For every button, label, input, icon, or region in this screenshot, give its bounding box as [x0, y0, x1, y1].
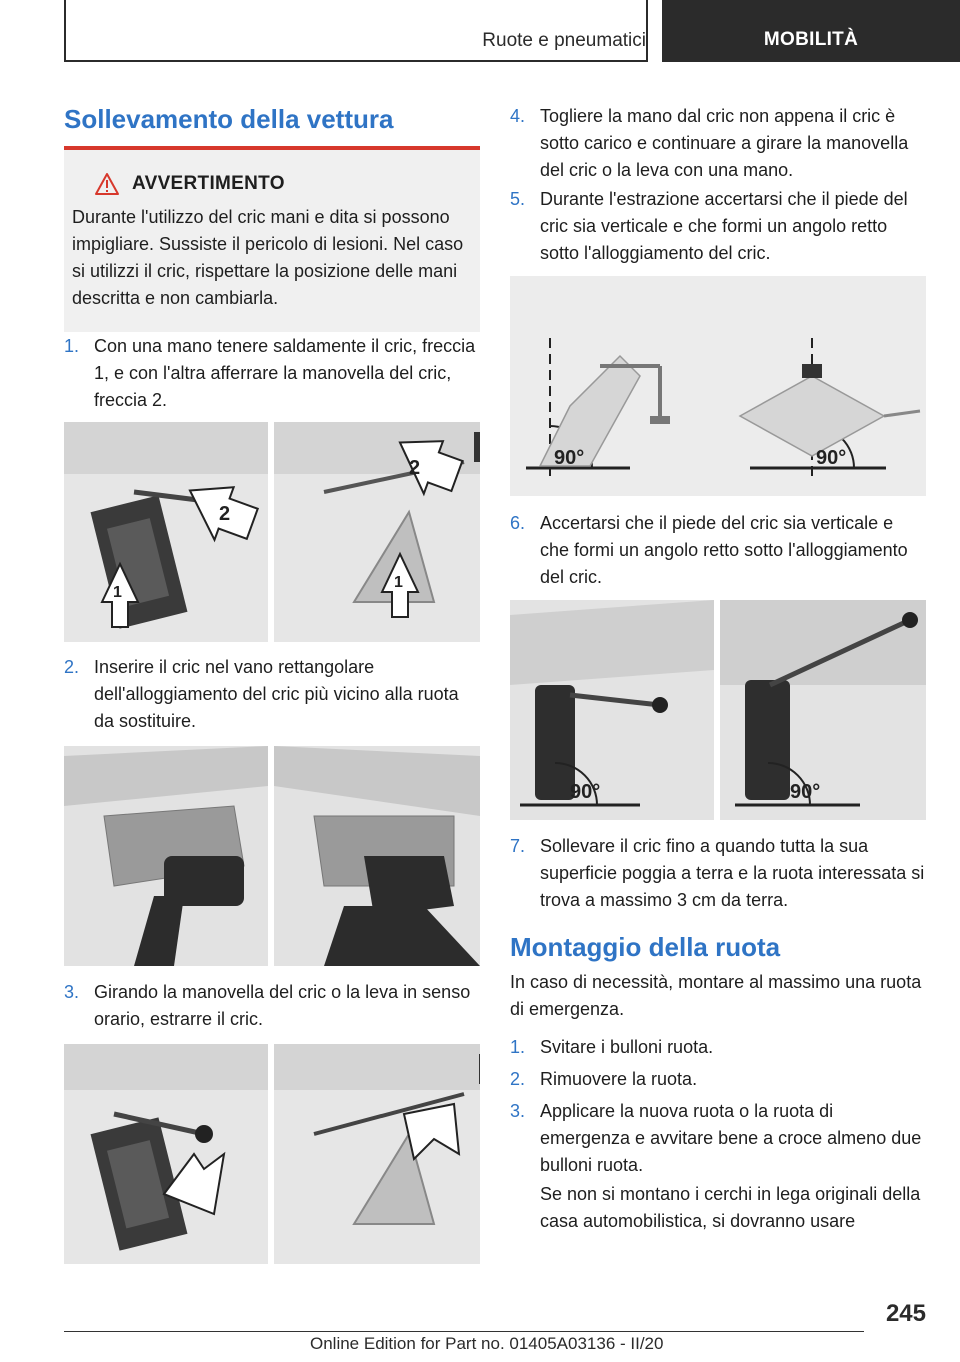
arrow-label: 2: [409, 457, 421, 479]
warning-title: AVVERTIMENTO: [132, 173, 285, 194]
section-title-mounting: Montaggio della ruota: [510, 932, 781, 962]
warning-box: [64, 146, 480, 332]
section-title-lifting: Sollevamento della vettura: [64, 104, 394, 134]
step-item: [510, 833, 926, 914]
jack-grip-illustration: [64, 422, 480, 642]
angle-label: 90°: [570, 781, 601, 803]
step-text: Sollevare il cric fino a quando tutta la sua superficie poggia a terra e la ruota interessata si trova a massimo 3 cm da terra.: [540, 836, 925, 910]
angle-label: 90°: [816, 447, 847, 469]
step-item: [510, 510, 926, 591]
step-item: [510, 186, 926, 267]
arrow-label: 1: [113, 584, 122, 601]
footer-rule: [64, 1331, 864, 1332]
figure-jack-crank: [64, 1044, 480, 1264]
step-text: Durante l'estrazione accertarsi che il piede del cric sia verticale e che formi un angolo retto sotto l'alloggiamento del cric.: [540, 189, 908, 263]
step-number: 1.: [510, 1037, 526, 1057]
step-note: [510, 1181, 926, 1235]
step-text: Togliere la mano dal cric non appena il cric è sotto carico e continuare a girare la manovella del cric o la leva con una mano.: [540, 106, 909, 180]
step-number: 5.: [510, 189, 526, 209]
warning-text: Durante l'utilizzo del cric mani e dita si possono impigliare. Sussiste il pericolo di lesioni. Nel caso si utilizzi il cric, rispettare la posizione delle mani descritta e non cambiarla.: [72, 207, 464, 308]
right-angle-photo: [510, 600, 926, 820]
figure-jack-mount: [64, 746, 480, 966]
step-number: 2.: [64, 657, 80, 677]
header-section-title: Ruote e pneumatici: [482, 30, 646, 51]
footer-edition-text: Online Edition for Part no. 01405A03136 - II/20: [310, 1334, 664, 1353]
header-chapter-tab: MOBILITÀ: [662, 0, 960, 62]
step-item: [510, 1066, 926, 1093]
right-angle-diagram: [510, 276, 926, 496]
figure-jack-grip: [64, 422, 480, 642]
step-number: 1.: [64, 336, 80, 356]
figure-jack-right-angle-photo: [510, 600, 926, 820]
step-number: 3.: [510, 1101, 526, 1121]
step-text: Applicare la nuova ruota o la ruota di emergenza e avvitare bene a croce almeno due bulloni ruota.: [540, 1101, 922, 1175]
step-text: Girando la manovella del cric o la leva in senso orario, estrarre il cric.: [94, 982, 471, 1029]
arrow-label: 2: [219, 503, 231, 525]
angle-label: 90°: [554, 447, 585, 469]
step-item: [510, 1034, 926, 1061]
figure-jack-right-angle-diagram: [510, 276, 926, 496]
jack-mount-illustration: [64, 746, 480, 966]
step-text: Accertarsi che il piede del cric sia verticale e che formi un angolo retto sotto l'alloggiamento del cric.: [540, 513, 908, 587]
step-item: [64, 979, 480, 1033]
section-intro: In caso di necessità, montare al massimo una ruota di emergenza.: [510, 972, 922, 1019]
step-item: [64, 654, 480, 735]
step-text: Con una mano tenere saldamente il cric, freccia 1, e con l'altra afferrare la manovella del cric, freccia 2.: [94, 336, 476, 410]
warning-header: [94, 172, 468, 196]
step-note-text: Se non si montano i cerchi in lega originali della casa automobilistica, si dovranno usare: [540, 1184, 921, 1231]
step-text: Rimuovere la ruota.: [540, 1069, 698, 1089]
step-item: [64, 333, 480, 414]
arrow-label: 1: [394, 574, 403, 591]
step-item: [510, 103, 926, 184]
step-text: Inserire il cric nel vano rettangolare dell'alloggiamento del cric più vicino alla ruota da sostituire.: [94, 657, 459, 731]
page-number: 245: [885, 1300, 926, 1327]
step-number: 2.: [510, 1069, 526, 1089]
angle-label: 90°: [790, 781, 821, 803]
step-number: 6.: [510, 513, 526, 533]
warning-triangle-icon: [94, 172, 120, 196]
jack-crank-illustration: [64, 1044, 480, 1264]
step-number: 4.: [510, 106, 526, 126]
step-number: 3.: [64, 982, 80, 1002]
step-text: Svitare i bulloni ruota.: [540, 1037, 714, 1057]
step-number: 7.: [510, 836, 526, 856]
step-item: [510, 1098, 926, 1179]
